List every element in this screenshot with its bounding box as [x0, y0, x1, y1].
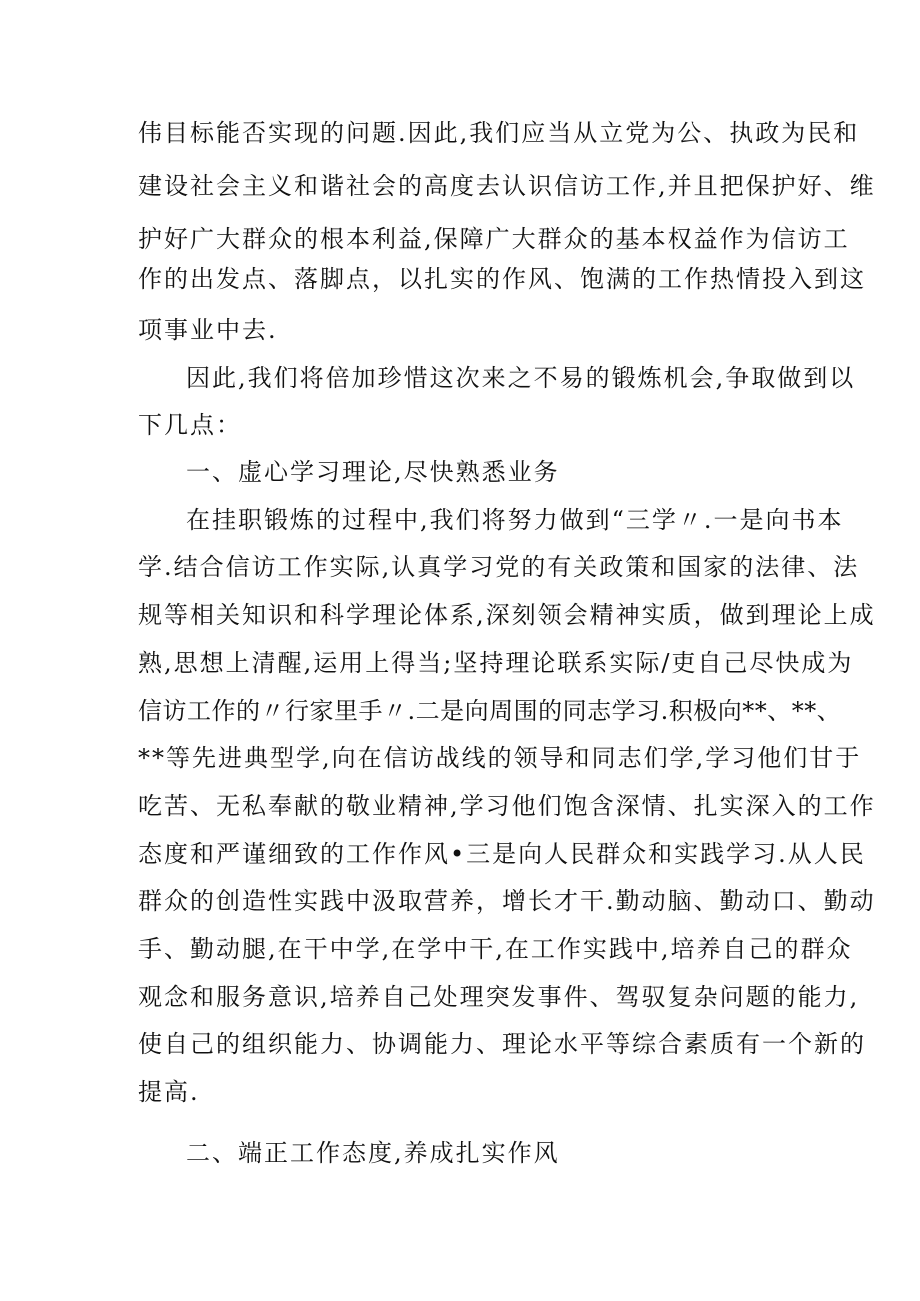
text-line: 信访工作的〃行家里手〃.二是向周围的同志学习.积极向**、**、	[138, 697, 842, 725]
text-line: 态度和严谨细致的工作作风•三是向人民群众和实践学习.从人民	[138, 840, 866, 868]
text-line: 伟目标能否实现的问题.因此,我们应当从立党为公、执政为民和	[138, 119, 860, 147]
paragraph-first-line: 因此,我们将倍加珍惜这次来之不易的锻炼机会,争取做到以	[186, 364, 856, 392]
text-line: **等先进典型学,向在信访战线的领导和同志们学,学习他们甘于	[138, 744, 862, 772]
text-line: 使自己的组织能力、协调能力、理论水平等综合素质有一个新的	[138, 1030, 866, 1058]
text-line: 吃苦、无私奉献的敬业精神,学习他们饱含深情、扎实深入的工作	[138, 792, 876, 820]
text-line: 群众的创造性实践中汲取营养，增长才干.勤动脑、勤动口、勤动	[138, 887, 876, 915]
text-line: 规等相关知识和科学理论体系,深刻领会精神实质，做到理论上成	[138, 601, 876, 629]
text-line: 提高.	[138, 1078, 200, 1106]
text-line: 作的出发点、落脚点，以扎实的作风、饱满的工作热情投入到这	[138, 265, 866, 293]
section-heading-1: 一、虚心学习理论,尽快熟悉业务	[186, 458, 560, 486]
text-line: 学.结合信访工作实际,认真学习党的有关政策和国家的法律、法	[138, 553, 860, 581]
text-line: 护好广大群众的根本利益,保障广大群众的基本权益作为信访工	[138, 225, 850, 253]
text-line: 熟,思想上清醒,运用上得当;坚持理论联系实际/吏自己尽快成为	[138, 649, 854, 677]
paragraph-first-line: 在挂职锻炼的过程中,我们将努力做到“三学〃.一是向书本	[186, 506, 844, 534]
section-heading-2: 二、端正工作态度,养成扎实作风	[186, 1139, 560, 1167]
text-line: 项事业中去.	[138, 316, 278, 344]
text-line: 观念和服务意识,培养自己处理突发事件、驾驭复杂问题的能力,	[138, 983, 860, 1011]
text-line: 手、勤动腿,在干中学,在学中干,在工作实践中,培养自己的群众	[138, 935, 853, 963]
text-line: 建设社会主义和谐社会的高度去认识信访工作,并且把保护好、维	[138, 172, 876, 200]
text-line: 下几点：	[138, 411, 242, 439]
